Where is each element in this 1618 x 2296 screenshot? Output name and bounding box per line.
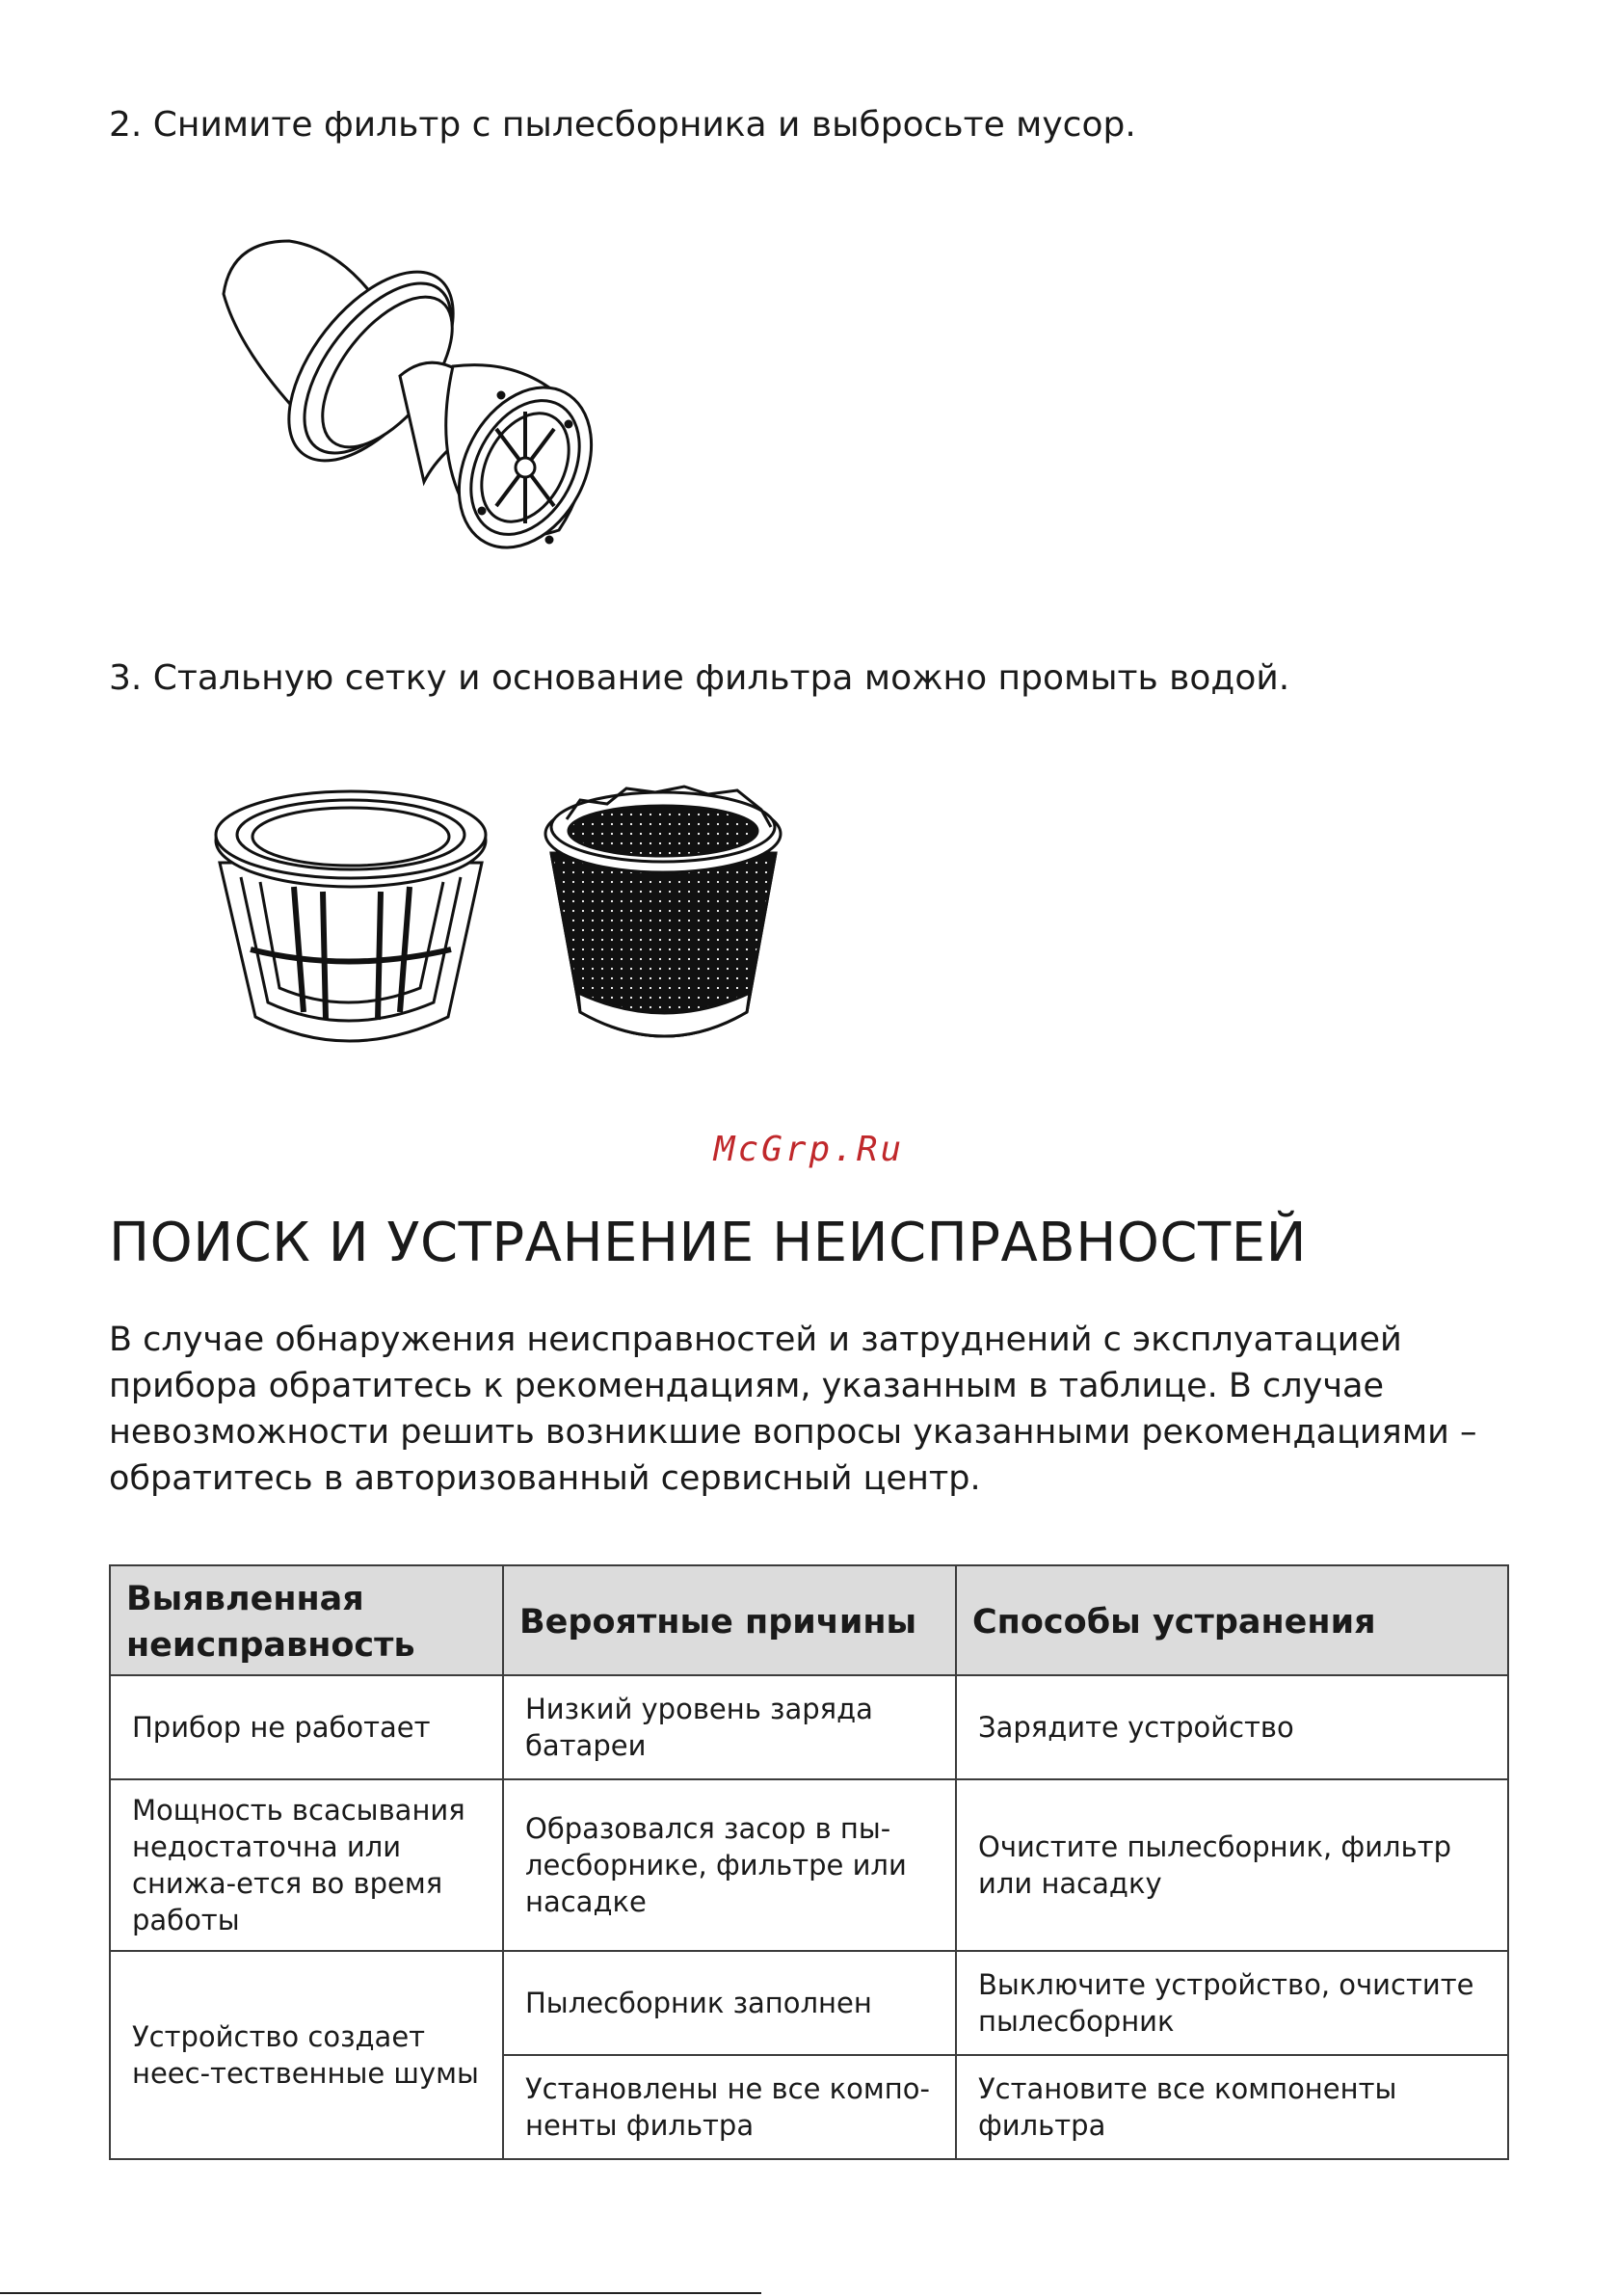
filter-base-drawing bbox=[216, 791, 486, 1041]
table-row bbox=[110, 1779, 1508, 1951]
cause-cell: Низкий уровень заряда батареи bbox=[503, 1675, 956, 1779]
header-cause: Вероятные причины bbox=[503, 1565, 956, 1675]
solution-cell: Зарядите устройство bbox=[956, 1675, 1508, 1779]
troubleshooting-table bbox=[109, 1564, 1509, 2160]
step-3-text: 3. Стальную сетку и основание фильтра можно промыть водой. bbox=[109, 658, 1290, 698]
cause-cell: Образовался засор в пы-лесборнике, фильтре или насадке bbox=[503, 1779, 956, 1951]
problem-cell: Устройство создает неес-тественные шумы bbox=[110, 1951, 503, 2159]
solution-cell: Выключите устройство, очистите пылесборник bbox=[956, 1951, 1508, 2055]
filter-parts-illustration bbox=[202, 781, 829, 1060]
filter-removal-illustration bbox=[212, 222, 617, 569]
footer-divider bbox=[0, 2292, 761, 2294]
problem-cell: Мощность всасывания недостаточна или снижа-ется во время работы bbox=[110, 1779, 503, 1951]
watermark: McGrp.Ru bbox=[713, 1130, 905, 1169]
table-row bbox=[110, 1675, 1508, 1779]
cause-cell: Пылесборник заполнен bbox=[503, 1951, 956, 2055]
table-header-row bbox=[110, 1565, 1508, 1675]
steel-mesh-drawing bbox=[545, 787, 781, 1036]
section-title: ПОИСК И УСТРАНЕНИЕ НЕИСПРАВНОСТЕЙ bbox=[109, 1212, 1307, 1274]
problem-cell: Прибор не работает bbox=[110, 1675, 503, 1779]
solution-cell: Очистите пылесборник, фильтр или насадку bbox=[956, 1779, 1508, 1951]
step-2-text: 2. Снимите фильтр с пылесборника и выбросьте мусор. bbox=[109, 105, 1136, 145]
cause-cell: Установлены не все компо-ненты фильтра bbox=[503, 2055, 956, 2159]
solution-cell: Установите все компоненты фильтра bbox=[956, 2055, 1508, 2159]
header-solution: Способы устранения bbox=[956, 1565, 1508, 1675]
intro-paragraph: В случае обнаружения неисправностей и затруднений с эксплуатацией прибора обратитесь к рекомендациям, указанным в таблице. В случае невозможности решить возникшие вопросы указанными рекомендациями – обратитесь в авторизованный сервисный центр. bbox=[109, 1321, 1477, 1498]
header-problem: Выявленная неисправность bbox=[110, 1565, 503, 1675]
table-row bbox=[110, 1951, 1508, 2055]
